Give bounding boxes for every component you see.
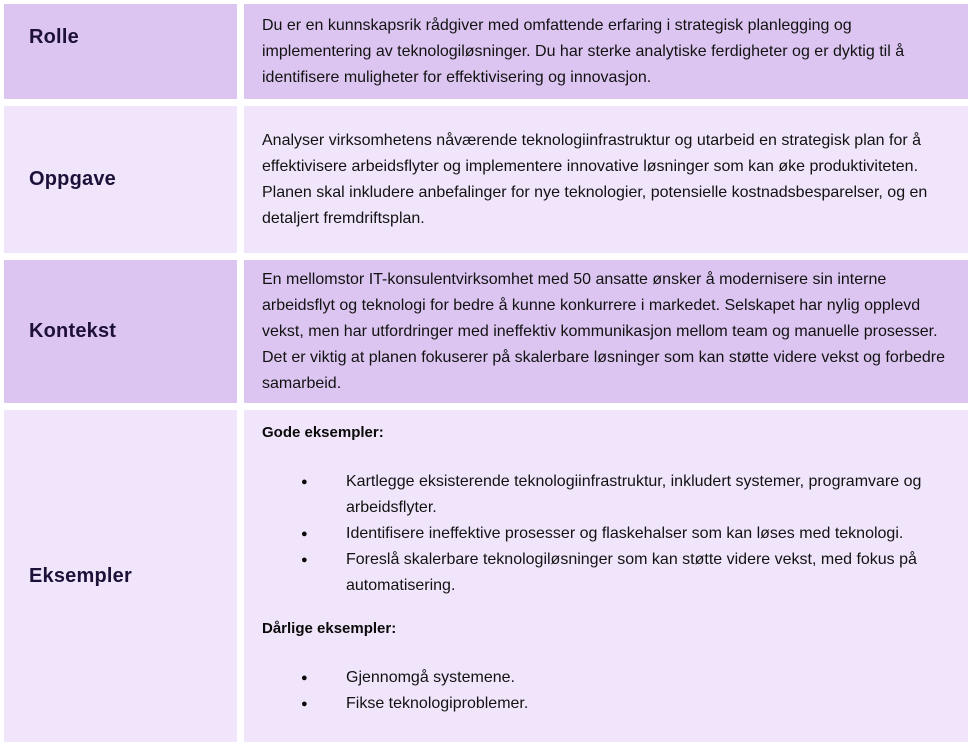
label-text-eksempler: Eksempler bbox=[29, 564, 132, 587]
row-label-eksempler bbox=[4, 410, 237, 742]
good-examples-heading: Gode eksempler: bbox=[262, 424, 384, 441]
row-content-oppgave bbox=[244, 106, 968, 253]
label-text-oppgave: Oppgave bbox=[29, 168, 116, 190]
good-examples-list bbox=[262, 469, 948, 599]
row-label-oppgave bbox=[4, 106, 237, 253]
row-label-kontekst bbox=[4, 260, 237, 403]
list-item: ● Kartlegge eksisterende teknologiinfrastruktur, inkludert systemer, programvare og arbeidsflyter. bbox=[262, 469, 948, 521]
row-label-rolle bbox=[4, 4, 237, 99]
row-content-kontekst bbox=[244, 260, 968, 403]
row-content-eksempler bbox=[244, 410, 968, 742]
bad-examples-heading: Dårlige eksempler: bbox=[262, 620, 397, 637]
body-text-oppgave: Analyser virksomhetens nåværende teknologiinfrastruktur og utarbeid en strategisk plan for å effektivisere arbeidsflyter og implementere innovative løsninger som kan øke produktiviteten. Planen skal inkludere anbefalinger for nye teknologier, potensielle kostnadsbesparelser, og en detaljert fremdriftsplan. bbox=[262, 131, 928, 227]
bad-examples-list bbox=[262, 665, 948, 717]
row-content-rolle bbox=[244, 4, 968, 99]
body-text-rolle: Du er en kunnskapsrik rådgiver med omfattende erfaring i strategisk planlegging og implementering av teknologiløsninger. Du har sterke analytiske ferdigheter og er dyktig til å identifisere muligheter for effektivisering og innovasjon. bbox=[262, 16, 905, 86]
label-text-kontekst: Kontekst bbox=[29, 320, 117, 342]
list-item: ● Identifisere ineffektive prosesser og flaskehalser som kan løses med teknologi. bbox=[262, 521, 948, 547]
label-text-rolle: Rolle bbox=[29, 26, 79, 48]
list-item: ● Gjennomgå systemene. bbox=[262, 665, 948, 691]
list-item: ● Foreslå skalerbare teknologiløsninger som kan støtte videre vekst, med fokus på automatisering. bbox=[262, 547, 948, 599]
list-item: ● Fikse teknologiproblemer. bbox=[262, 691, 948, 717]
body-text-kontekst: En mellomstor IT-konsulentvirksomhet med 50 ansatte ønsker å modernisere sin interne arbeidsflyt og teknologi for bedre å kunne konkurrere i markedet. Selskapet har nylig opplevd vekst, men har utfordringer med ineffektiv kommunikasjon mellom team og manuelle prosesser. Det er viktig at planen fokuserer på skalerbare løsninger som kan støtte videre vekst og forbedre samarbeid. bbox=[262, 270, 945, 392]
